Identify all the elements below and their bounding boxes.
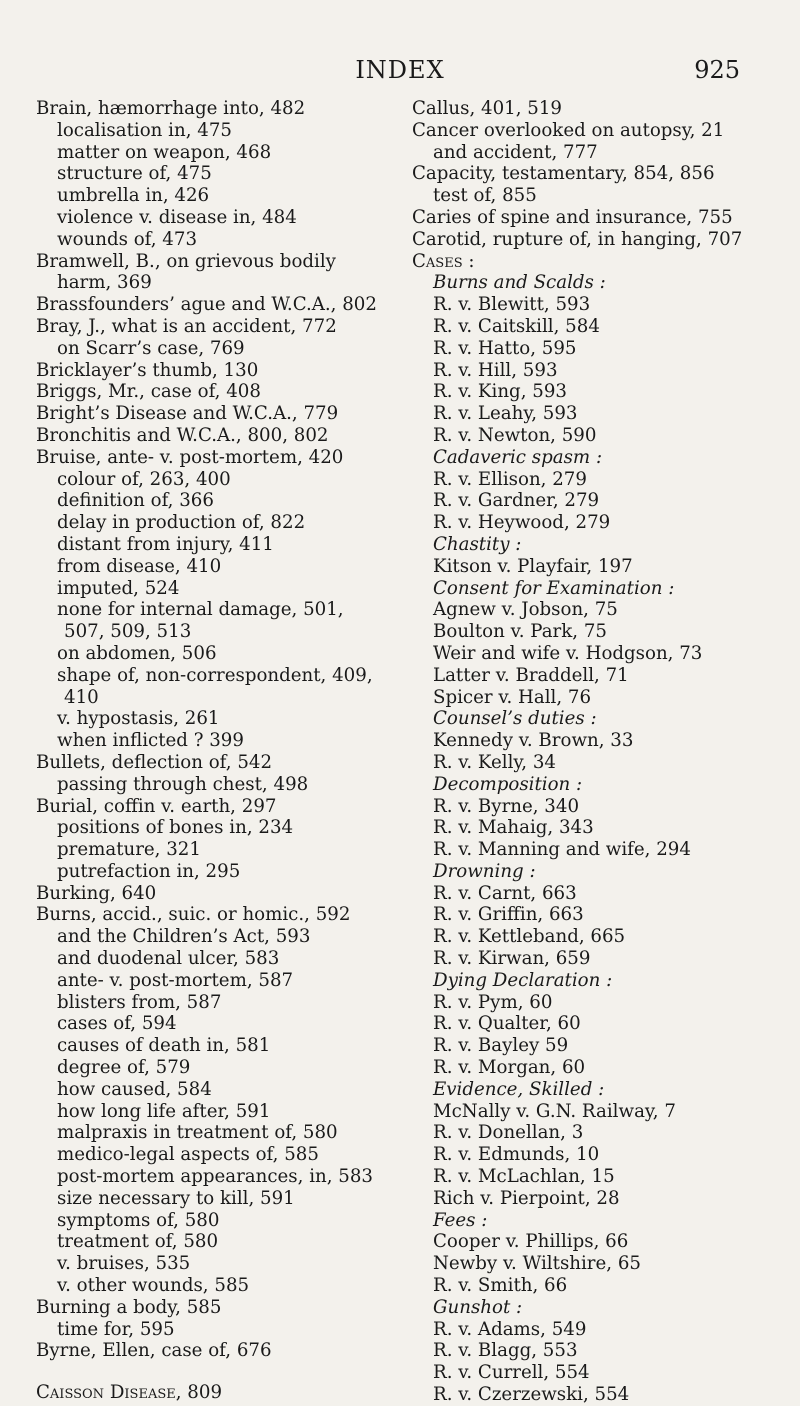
index-entry: R. v. Edmunds, 10 — [433, 1144, 600, 1166]
index-entry: wounds of, 473 — [57, 228, 198, 250]
index-entry: 507, 509, 513 — [64, 621, 192, 643]
index-entry: 410 — [64, 686, 99, 708]
index-entry: R. v. Caitskill, 584 — [433, 315, 600, 337]
index-entry: umbrella in, 426 — [57, 185, 210, 207]
index-entry: ante- v. post-mortem, 587 — [57, 969, 294, 991]
index-entry: R. v. Mahaig, 343 — [433, 817, 594, 839]
index-subheading: Fees : — [433, 1209, 488, 1231]
index-entry: Caisson Disease, 809 — [36, 1382, 223, 1404]
index-entry: R. v. McLachlan, 15 — [433, 1166, 615, 1188]
index-entry: Bright’s Disease and W.C.A., 779 — [36, 403, 339, 425]
index-subheading: Dying Declaration : — [433, 969, 613, 991]
index-entry: Weir and wife v. Hodgson, 73 — [433, 642, 703, 664]
index-entry: R. v. Currell, 554 — [433, 1362, 590, 1384]
index-entry: Carotid, rupture of, in hanging, 707 — [412, 228, 743, 250]
index-entry: R. v. Blewitt, 593 — [433, 294, 591, 316]
index-entry: cases of, 594 — [57, 1013, 177, 1035]
index-entry: R. v. Newton, 590 — [433, 424, 597, 446]
index-subheading: Cadaveric spasm : — [433, 446, 603, 468]
index-entry: Spicer v. Hall, 76 — [433, 686, 592, 708]
index-entry: degree of, 579 — [57, 1057, 191, 1079]
index-entry: imputed, 524 — [57, 577, 180, 599]
index-entry: putrefaction in, 295 — [57, 860, 241, 882]
page-header — [0, 56, 800, 86]
index-entry: on Scarr’s case, 769 — [57, 337, 245, 359]
index-entry: R. v. Qualter, 60 — [433, 1013, 581, 1035]
index-entry: Boulton v. Park, 75 — [433, 621, 607, 643]
index-entry: R. v. Hatto, 595 — [433, 337, 577, 359]
index-entry: Caries of spine and insurance, 755 — [412, 206, 733, 228]
index-entry: R. v. Kirwan, 659 — [433, 948, 591, 970]
index-entry: Callus, 401, 519 — [412, 98, 562, 119]
index-subheading: Chastity : — [433, 533, 522, 555]
index-entry: violence v. disease in, 484 — [57, 206, 297, 228]
index-entry: Briggs, Mr., case of, 408 — [36, 381, 261, 403]
index-entry: R. v. Kettleband, 665 — [433, 926, 626, 948]
index-entry: post-mortem appearances, in, 583 — [57, 1166, 374, 1188]
index-entry: medico-legal aspects of, 585 — [57, 1144, 319, 1166]
index-entry: how caused, 584 — [57, 1078, 212, 1100]
index-entry: malpraxis in treatment of, 580 — [57, 1122, 338, 1144]
index-entry: and the Children’s Act, 593 — [57, 926, 311, 948]
index-entry: Bruise, ante- v. post-mortem, 420 — [36, 446, 344, 468]
index-entry: R. v. Czerzewski, 554 — [433, 1384, 630, 1406]
page-number: 925 — [694, 56, 740, 84]
index-entry: Cancer overlooked on autopsy, 21 — [412, 119, 725, 141]
index-entry: matter on weapon, 468 — [57, 141, 272, 163]
index-entry: causes of death in, 581 — [57, 1035, 271, 1057]
index-entry: R. v. Adams, 549 — [433, 1318, 587, 1340]
index-entry: Bray, J., what is an accident, 772 — [36, 315, 337, 337]
index-column-right — [412, 98, 782, 1406]
index-entry: structure of, 475 — [57, 163, 212, 185]
index-entry: harm, 369 — [57, 272, 152, 294]
index-entry: when inflicted ? 399 — [57, 730, 244, 752]
index-entry: R. v. Kelly, 34 — [433, 751, 556, 773]
index-entry: localisation in, 475 — [57, 119, 232, 141]
index-entry: distant from injury, 411 — [57, 533, 274, 555]
index-entry: from disease, 410 — [57, 555, 222, 577]
index-entry: Bronchitis and W.C.A., 800, 802 — [36, 424, 329, 446]
index-entry: time for, 595 — [57, 1318, 175, 1340]
index-entry: R. v. Hill, 593 — [433, 359, 558, 381]
index-subheading: Decomposition : — [433, 773, 583, 795]
index-entry: R. v. King, 593 — [433, 381, 567, 403]
index-entry: R. v. Griffin, 663 — [433, 904, 584, 926]
index-subheading: Counsel’s duties : — [433, 708, 597, 730]
index-entry: R. v. Ellison, 279 — [433, 468, 587, 490]
index-entry: passing through chest, 498 — [57, 773, 309, 795]
index-entry: test of, 855 — [433, 185, 537, 207]
index-entry: Burns, accid., suic. or homic., 592 — [36, 904, 351, 926]
index-entry: treatment of, 580 — [57, 1231, 219, 1253]
index-entry: delay in production of, 822 — [57, 512, 306, 534]
index-entry: R. v. Byrne, 340 — [433, 795, 580, 817]
index-entry: shape of, non-correspondent, 409, — [57, 664, 373, 686]
index-entry: Cases : — [412, 250, 475, 272]
index-entry: v. other wounds, 585 — [57, 1275, 250, 1297]
index-entry: Byrne, Ellen, case of, 676 — [36, 1340, 272, 1362]
index-entry: R. v. Blagg, 553 — [433, 1340, 578, 1362]
index-subheading: Evidence, Skilled : — [433, 1078, 605, 1100]
index-entry: R. v. Manning and wife, 294 — [433, 839, 691, 861]
index-entry: Burking, 640 — [36, 882, 157, 904]
index-subheading: Burns and Scalds : — [433, 272, 606, 294]
index-entry: Agnew v. Jobson, 75 — [433, 599, 618, 621]
index-entry: how long life after, 591 — [57, 1100, 271, 1122]
index-entry: Kitson v. Playfair, 197 — [433, 555, 633, 577]
index-entry: positions of bones in, 234 — [57, 817, 294, 839]
index-entry: Newby v. Wiltshire, 65 — [433, 1253, 641, 1275]
index-entry: Bramwell, B., on grievous bodily — [36, 250, 336, 272]
index-entry: Cooper v. Phillips, 66 — [433, 1231, 629, 1253]
index-entry: Burial, coffin v. earth, 297 — [36, 795, 277, 817]
index-entry: Brain, hæmorrhage into, 482 — [36, 98, 306, 119]
index-entry: Capacity, testamentary, 854, 856 — [412, 163, 715, 185]
index-entry: on abdomen, 506 — [57, 642, 217, 664]
index-entry: size necessary to kill, 591 — [57, 1187, 295, 1209]
page-title: INDEX — [355, 56, 445, 84]
index-entry: R. v. Leahy, 593 — [433, 403, 578, 425]
index-entry: R. v. Carnt, 663 — [433, 882, 577, 904]
index-subheading: Gunshot : — [433, 1296, 523, 1318]
index-entry: Rich v. Pierpoint, 28 — [433, 1187, 620, 1209]
index-entry: Burning a body, 585 — [36, 1296, 222, 1318]
index-entry: definition of, 366 — [57, 490, 214, 512]
index-column-left — [36, 98, 376, 1404]
index-entry: symptoms of, 580 — [57, 1209, 220, 1231]
index-entry: R. v. Gardner, 279 — [433, 490, 600, 512]
index-entry: R. v. Heywood, 279 — [433, 512, 611, 534]
index-subheading: Consent for Examination : — [433, 577, 675, 599]
index-entry: R. v. Smith, 66 — [433, 1275, 568, 1297]
index-entry: Bullets, deflection of, 542 — [36, 751, 273, 773]
index-entry: colour of, 263, 400 — [57, 468, 231, 490]
index-entry: R. v. Donellan, 3 — [433, 1122, 584, 1144]
index-entry: Kennedy v. Brown, 33 — [433, 730, 634, 752]
index-entry: blisters from, 587 — [57, 991, 222, 1013]
index-entry: v. bruises, 535 — [57, 1253, 191, 1275]
index-entry: R. v. Morgan, 60 — [433, 1057, 586, 1079]
index-entry: R. v. Bayley 59 — [433, 1035, 569, 1057]
index-entry: none for internal damage, 501, — [57, 599, 344, 621]
index-subheading: Drowning : — [433, 860, 536, 882]
index-entry: R. v. Pym, 60 — [433, 991, 553, 1013]
index-entry: and duodenal ulcer, 583 — [57, 948, 280, 970]
index-entry: Latter v. Braddell, 71 — [433, 664, 629, 686]
index-entry: Brassfounders’ ague and W.C.A., 802 — [36, 294, 377, 316]
index-entry: and accident, 777 — [433, 141, 598, 163]
index-entry: McNally v. G.N. Railway, 7 — [433, 1100, 676, 1122]
index-entry: Bricklayer’s thumb, 130 — [36, 359, 259, 381]
index-entry: v. hypostasis, 261 — [57, 708, 220, 730]
index-entry: premature, 321 — [57, 839, 201, 861]
